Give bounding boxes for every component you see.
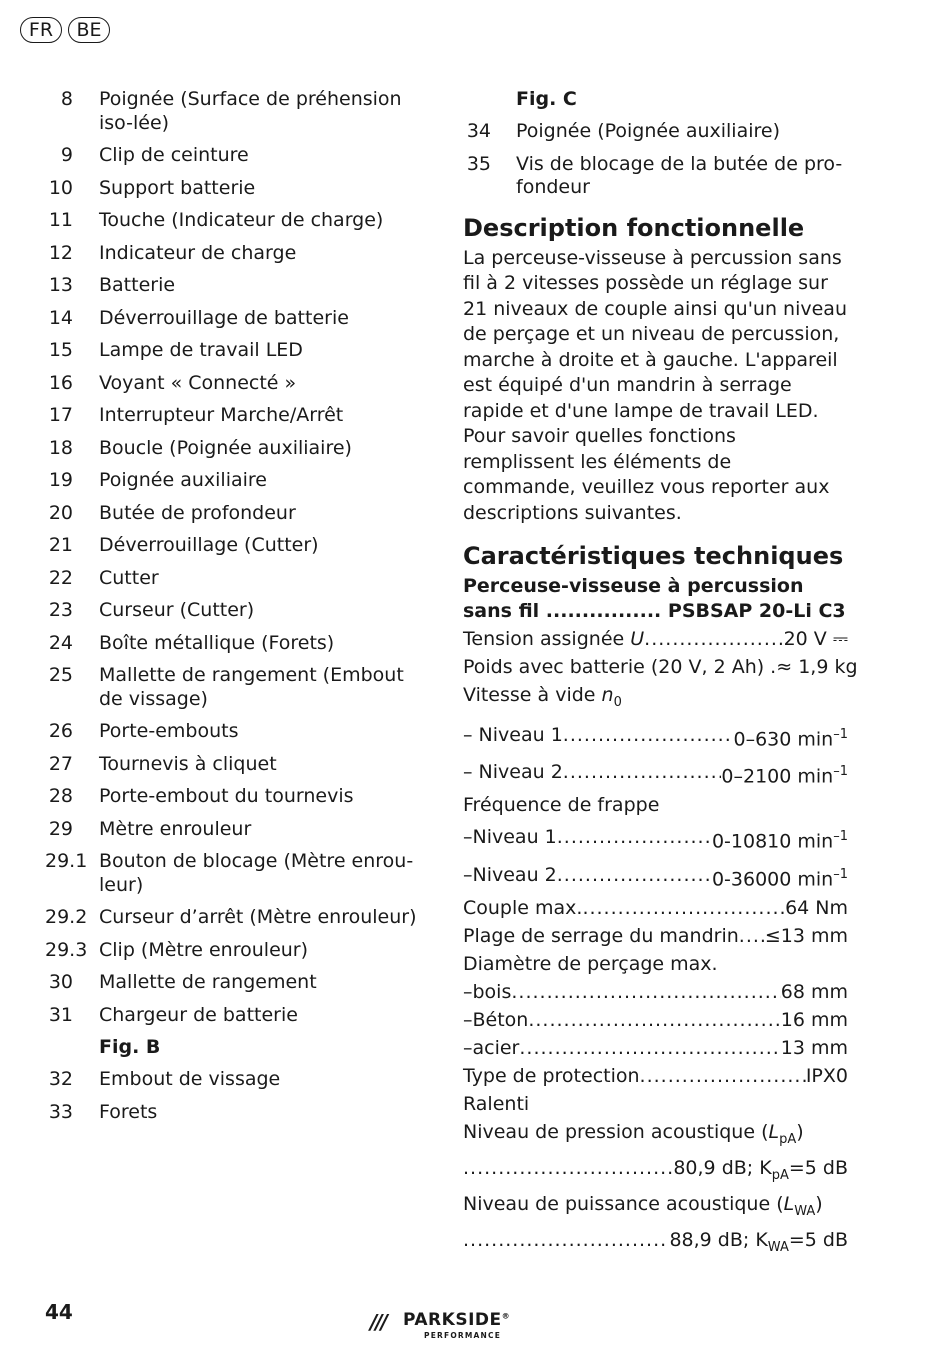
- item-number: 15: [48, 339, 73, 361]
- item-text: Cutter: [99, 566, 159, 589]
- list-item: [45, 534, 430, 558]
- item-text: Clip de ceinture: [99, 144, 249, 166]
- parts-list-fig-b: [45, 1068, 430, 1124]
- spec-diametre: Diamètre de perçage max.: [463, 953, 718, 976]
- item-text: Batterie: [99, 274, 176, 296]
- item-number: 21: [48, 534, 73, 556]
- item-text: Vis de blocage de la butée de pro-fondeur: [516, 152, 843, 198]
- list-item: [45, 664, 430, 711]
- item-text: Curseur d’arrêt (Mètre enrouleur): [99, 906, 417, 928]
- item-text: Porte-embout du tournevis: [99, 785, 354, 807]
- item-number: 28: [48, 785, 73, 807]
- item-number: 18: [48, 436, 73, 459]
- list-item: [45, 242, 430, 266]
- list-item: [45, 599, 430, 623]
- spec-title-line-2: sans fil ................ PSBSAP 20-Li C3: [463, 600, 846, 622]
- list-item: [45, 785, 430, 809]
- list-item: [45, 720, 430, 744]
- item-text: Chargeur de batterie: [99, 1003, 298, 1026]
- item-text: Mallette de rangement: [99, 971, 317, 993]
- item-text: Curseur (Cutter): [99, 599, 255, 621]
- item-text: Poignée auxiliaire: [99, 469, 267, 491]
- spec-mandrin: Plage de serrage du mandrin ..... ≤13 mm: [463, 922, 848, 950]
- list-item: [45, 144, 430, 168]
- item-number: 10: [48, 176, 73, 199]
- spec-freq-niveau-1: –Niveau 1 ..... 0-10810 $\min^{-1}$: [463, 819, 848, 859]
- item-text: Poignée (Surface de préhension iso-lée): [99, 88, 402, 134]
- item-number: 22: [48, 566, 73, 589]
- item-text: Indicateur de charge: [99, 241, 297, 264]
- list-item: [45, 971, 430, 995]
- item-text: Poignée (Poignée auxiliaire): [516, 120, 781, 142]
- list-item: [45, 307, 430, 331]
- item-text: Support batterie: [99, 176, 256, 199]
- item-number: 16: [48, 371, 73, 394]
- item-text: Interrupteur Marche/Arrêt: [99, 404, 344, 426]
- item-number: 9: [60, 144, 73, 166]
- item-text: Tournevis à cliquet: [99, 752, 277, 775]
- item-number: 20: [48, 501, 73, 524]
- item-text: Déverrouillage de batterie: [99, 306, 349, 329]
- item-number: 31: [48, 1003, 73, 1026]
- spec-puissance-value: ..... 88,9 dB; $K_{WA}=5$ dB: [463, 1226, 848, 1262]
- item-number: 8: [60, 88, 73, 110]
- spec-pression-label: Niveau de pression acoustique $(L_{pA})$: [463, 1121, 804, 1147]
- fig-b-heading: Fig. B: [99, 1036, 161, 1058]
- item-text: Forets: [99, 1100, 158, 1123]
- lang-badge-fr: FR: [20, 17, 62, 43]
- fig-c-heading: Fig. C: [516, 88, 577, 110]
- spec-protection: Type de protection ..... IPX0: [463, 1062, 848, 1090]
- spec-ralenti: Ralenti: [463, 1093, 530, 1116]
- spec-pression-value: ..... 80,9 dB; $K_{pA}=5$ dB: [463, 1154, 848, 1190]
- description-paragraph-1: La perceuse-visseuse à percussion sans fil à 2 vitesses possède un réglage sur 21 niveaux de couple ainsi qu'un niveau de perçage et un niveau de percussion, marche à droite et à gauche. L'appareil est équipé d'un mandrin à serrage rapide et d'une lampe de travail LED.: [463, 246, 847, 422]
- language-badges: [20, 17, 110, 43]
- list-item: [463, 120, 848, 144]
- description-paragraph-2: Pour savoir quelles fonctions remplissent les éléments de commande, veuillez vous reporter aux descriptions suivantes.: [463, 425, 830, 524]
- list-item: [45, 632, 430, 656]
- logo-slashes-icon: ///: [370, 1310, 386, 1334]
- item-text: Mallette de rangement (Embout de vissage): [99, 664, 404, 710]
- item-number: 33: [48, 1100, 73, 1123]
- right-column: [463, 88, 858, 1261]
- spec-niveau-1: – Niveau 1 ..... 0–630 $\min^{-1}$: [463, 717, 848, 757]
- list-item: [45, 567, 430, 591]
- item-number: 27: [48, 752, 73, 775]
- left-column: [45, 88, 430, 1133]
- item-text: Touche (Indicateur de charge): [99, 209, 384, 231]
- list-item: [45, 818, 430, 842]
- list-item: [45, 502, 430, 526]
- spec-couple: Couple max. ..... 64 Nm: [463, 894, 848, 922]
- item-number: 30: [48, 971, 73, 993]
- item-number: 19: [48, 469, 73, 491]
- item-text: Boucle (Poignée auxiliaire): [99, 436, 352, 459]
- item-number: 32: [48, 1068, 73, 1090]
- item-text: Boîte métallique (Forets): [99, 631, 335, 654]
- parkside-logo: /// PARKSIDE® PERFORMANCE: [370, 1310, 511, 1340]
- list-item: [45, 274, 430, 298]
- item-number: 11: [48, 209, 73, 231]
- item-number: 29.1: [45, 850, 88, 872]
- spec-poids: Poids avec batterie (20 V, 2 Ah) . ≈ 1,9 kg: [463, 656, 858, 678]
- item-number: 13: [48, 274, 73, 296]
- list-item: [45, 906, 430, 930]
- item-number: 25: [48, 664, 73, 686]
- item-text: Clip (Mètre enrouleur): [99, 938, 309, 961]
- parts-list-fig-c: [463, 120, 848, 200]
- spec-beton: –Béton ..... 16 mm: [463, 1006, 848, 1034]
- item-text: Lampe de travail LED: [99, 339, 303, 361]
- lang-badge-be: BE: [68, 17, 110, 43]
- list-item: [45, 339, 430, 363]
- list-item: [45, 753, 430, 777]
- list-item: [45, 404, 430, 428]
- item-text: Voyant « Connecté »: [99, 371, 297, 394]
- item-number: 17: [48, 404, 73, 426]
- spec-tension: Tension assignée U ..... 20 V ⎓: [463, 625, 848, 653]
- item-number: 35: [466, 152, 491, 175]
- item-number: 29.2: [45, 906, 88, 928]
- item-text: Déverrouillage (Cutter): [99, 534, 319, 556]
- spec-frequence: Fréquence de frappe: [463, 794, 660, 817]
- spec-niveau-2: – Niveau 2 ..... 0–2100 $\min^{-1}$: [463, 757, 848, 791]
- list-item: [45, 939, 430, 963]
- list-item: [45, 372, 430, 396]
- item-number: 29: [48, 817, 73, 840]
- spec-bois: –bois ..... 68 mm: [463, 978, 848, 1006]
- spec-freq-niveau-2: –Niveau 2 ..... 0-36000 $\min^{-1}$: [463, 860, 848, 894]
- list-item: [45, 209, 430, 233]
- list-item: [45, 469, 430, 493]
- item-number: 24: [48, 631, 73, 654]
- item-number: 26: [48, 720, 73, 742]
- item-number: 12: [48, 241, 73, 264]
- item-text: Porte-embouts: [99, 720, 239, 742]
- list-item: [463, 153, 848, 200]
- spec-acier: –acier ..... 13 mm: [463, 1034, 848, 1062]
- item-text: Bouton de blocage (Mètre enrou-leur): [99, 850, 414, 896]
- list-item: [45, 850, 430, 897]
- item-number: 29.3: [45, 938, 88, 961]
- item-text: Mètre enrouleur: [99, 817, 252, 840]
- item-text: Embout de vissage: [99, 1068, 281, 1090]
- spec-puissance-label: Niveau de puissance acoustique $(L_{WA})$: [463, 1192, 823, 1219]
- list-item: [45, 437, 430, 461]
- item-text: Butée de profondeur: [99, 501, 296, 524]
- list-item: [45, 1068, 430, 1092]
- spec-vitesse: Vitesse à vide $n_0$: [463, 684, 622, 710]
- tech-heading: Caractéristiques techniques: [463, 542, 844, 570]
- item-number: 23: [48, 599, 73, 621]
- list-item: [45, 177, 430, 201]
- list-item: [45, 1004, 430, 1028]
- list-item: [45, 88, 430, 135]
- parts-list: [45, 88, 430, 1027]
- item-number: 34: [466, 120, 491, 142]
- page-number: 44: [45, 1300, 73, 1324]
- list-item: [45, 1101, 430, 1125]
- spec-title-line-1: Perceuse-visseuse à percussion: [463, 575, 804, 597]
- description-heading: Description fonctionnelle: [463, 213, 805, 242]
- item-number: 14: [48, 306, 73, 329]
